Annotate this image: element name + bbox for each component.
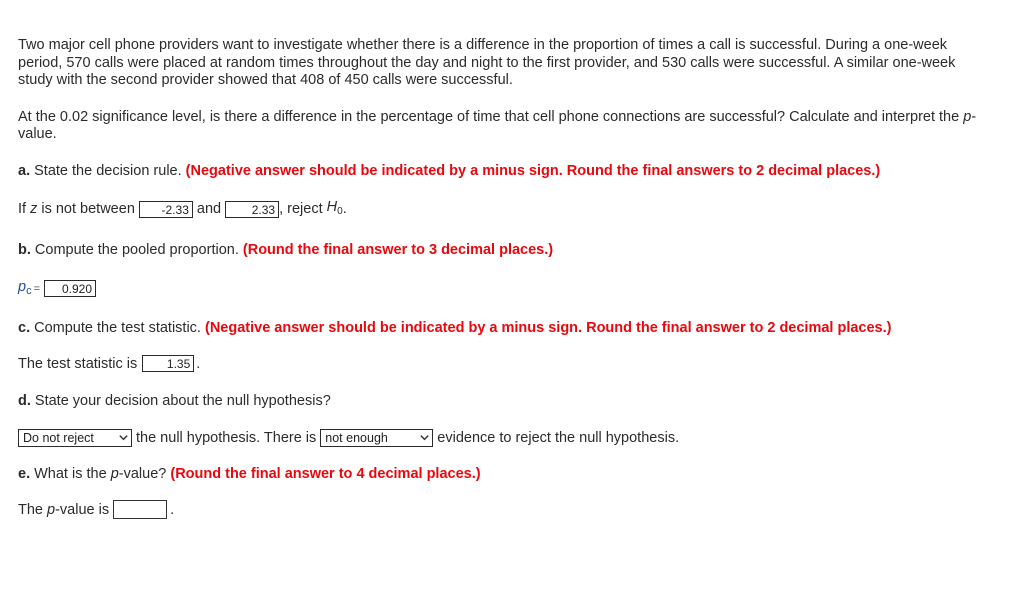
part-c-question <box>18 318 978 338</box>
part-d-label: d. <box>18 392 31 409</box>
h-letter: H <box>326 198 338 215</box>
null-hypothesis-symbol <box>327 197 343 222</box>
part-d-question-text: State your decision about the null hypothesis? <box>30 392 331 409</box>
part-e-instruction: (Round the final answer to 4 decimal places.) <box>170 465 481 482</box>
equals-sign: = <box>33 282 41 295</box>
part-d-question <box>18 391 978 411</box>
part-a-question-text: State the decision rule. <box>30 162 186 179</box>
part-a-period: . <box>342 201 347 217</box>
part-d-text-middle: the null hypothesis. There is <box>136 429 317 446</box>
pooled-proportion-symbol <box>18 277 32 301</box>
evidence-select[interactable] <box>320 429 433 447</box>
part-e-text-middle: -value is <box>55 501 110 518</box>
part-a-question <box>18 161 978 181</box>
part-e-label: e. <box>18 465 31 482</box>
part-a-answer-line <box>18 197 978 222</box>
pc-letter: p <box>18 278 27 295</box>
intro-paragraph-1: Two major cell phone providers want to investigate whether there is a difference in the proportion of times a call is successful. During a one-week period, 570 calls were placed at random times throughout the day and night to the first provider, and 530 calls were successful. A similar one-week study with the second provider showed that 408 of 450 calls were successful. <box>18 37 956 88</box>
part-c-text: The test statistic is <box>18 355 138 372</box>
lower-critical-value-input[interactable]: -2.33 <box>139 201 193 218</box>
part-a-text-reject: , reject <box>279 201 327 217</box>
pc-subscript: c <box>26 284 32 297</box>
part-e-period: . <box>170 501 175 518</box>
p-symbol: p <box>110 465 119 482</box>
intro-paragraph-2-text: At the 0.02 significance level, is there a difference in the percentage of time that cell phone connections are successful? Calculate and interpret the <box>18 108 964 125</box>
upper-critical-value-input[interactable]: 2.33 <box>225 201 279 218</box>
intro-paragraph-2 <box>18 109 978 144</box>
p-symbol: p <box>963 108 972 125</box>
part-e-question-text: What is the <box>30 465 111 482</box>
part-d-answer-line <box>18 428 978 448</box>
part-b-question <box>18 240 978 260</box>
part-c-question-text: Compute the test statistic. <box>30 319 205 336</box>
intro-paragraph-2-suffix: -value. <box>18 108 977 142</box>
part-b-question-text: Compute the pooled proportion. <box>30 241 243 258</box>
part-a-text-between: is not between <box>37 201 135 217</box>
part-a-instruction: (Negative answer should be indicated by a minus sign. Round the final answers to 2 decimal places.) <box>185 162 881 179</box>
test-statistic-input[interactable]: 1.35 <box>142 355 194 372</box>
part-e-answer-line <box>18 500 978 520</box>
chevron-down-icon <box>118 432 129 443</box>
part-b-answer-line <box>18 277 978 301</box>
part-c-period: . <box>196 355 201 372</box>
part-b-label: b. <box>18 241 31 258</box>
part-c-instruction: (Negative answer should be indicated by a minus sign. Round the final answer to 2 decimal places.) <box>204 319 892 336</box>
chevron-down-icon <box>419 432 430 443</box>
part-c-label: c. <box>18 319 31 336</box>
p-symbol: p <box>47 501 56 518</box>
evidence-select-value: not enough <box>325 430 388 445</box>
z-symbol: z <box>30 201 38 217</box>
part-d-text-after: evidence to reject the null hypothesis. <box>437 429 680 446</box>
part-c-answer-line <box>18 354 978 374</box>
part-e-question-suffix: -value? <box>118 465 171 482</box>
decision-select-value: Do not reject <box>23 430 94 445</box>
pooled-proportion-input[interactable]: 0.920 <box>44 280 96 297</box>
part-a-text-if: If <box>18 201 31 217</box>
part-a-and-text: and <box>196 201 222 217</box>
h-subscript: 0 <box>337 205 343 217</box>
part-b-instruction: (Round the final answer to 3 decimal places.) <box>242 241 554 258</box>
decision-select[interactable] <box>18 429 132 447</box>
part-a-label: a. <box>18 162 31 179</box>
part-e-question <box>18 464 978 484</box>
p-value-input[interactable] <box>113 500 167 519</box>
question-content <box>18 37 978 520</box>
part-e-text-the: The <box>18 501 48 518</box>
